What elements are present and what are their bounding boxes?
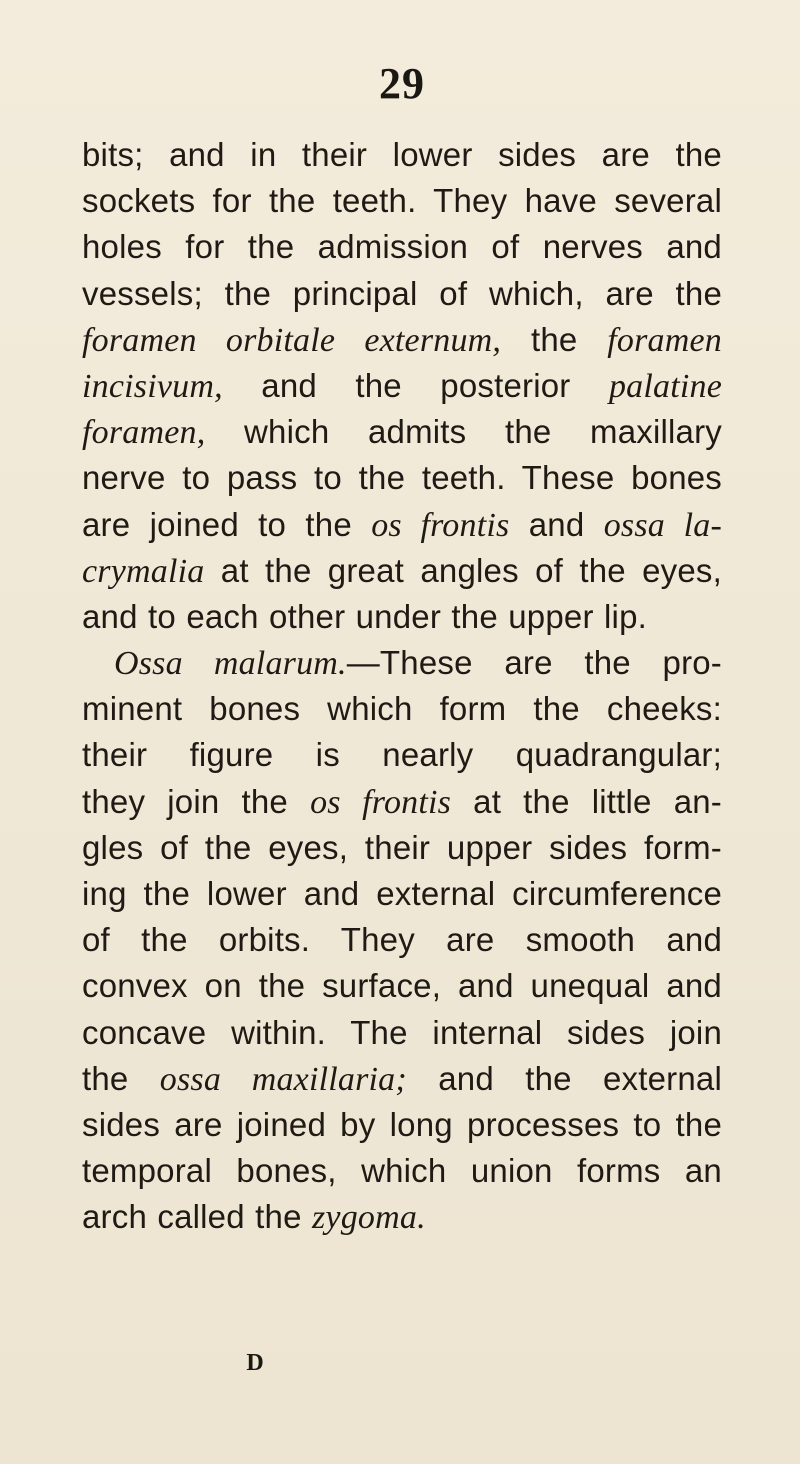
signature-mark: D [246,1350,264,1376]
text-line: holes for the admission of nerves and [82,228,722,266]
section-heading-line: Ossa malarum.—These are the pro- [114,644,722,683]
text-line: of the orbits. They are smooth and [82,921,722,959]
text-line: sides are joined by long processes to the [82,1105,722,1143]
text-line: their figure is nearly quadrangular; [82,736,722,774]
text-line: convex on the surface, and unequal and [82,967,722,1005]
text-line: foramen, which admits the maxillary [82,413,722,452]
text-line: nerve to pass to the teeth. These bones [82,459,722,497]
page-number: 29 [379,59,425,108]
text-line: temporal bones, which union forms an [82,1152,722,1190]
text-line: the ossa maxillaria; and the external [82,1059,722,1098]
body-text [82,132,722,1241]
text-line: concave within. The internal sides join [82,1013,722,1051]
section-heading: Ossa malarum. [114,645,347,683]
text-line: arch called the zygoma. [82,1198,426,1237]
text-line: minent bones which form the cheeks: [82,690,722,728]
text-line: are joined to the os frontis and ossa la- [82,505,722,544]
text-line: bits; and in their lower sides are the [82,136,722,173]
text-line: sockets for the teeth. They have several [82,182,722,220]
text-line: vessels; the principal of which, are the [82,274,722,312]
text-line: foramen orbitale externum, the foramen [82,320,723,359]
text-line: incisivum, and the posterior palatine [82,366,722,405]
text-line: and to each other under the upper lip. [82,597,647,635]
text-line: ing the lower and external circumference [82,875,722,912]
text-line: they join the os frontis at the little an- [82,782,722,821]
text-line: gles of the eyes, their upper sides form- [82,828,722,866]
text-line: crymalia at the great angles of the eyes, [82,551,722,590]
